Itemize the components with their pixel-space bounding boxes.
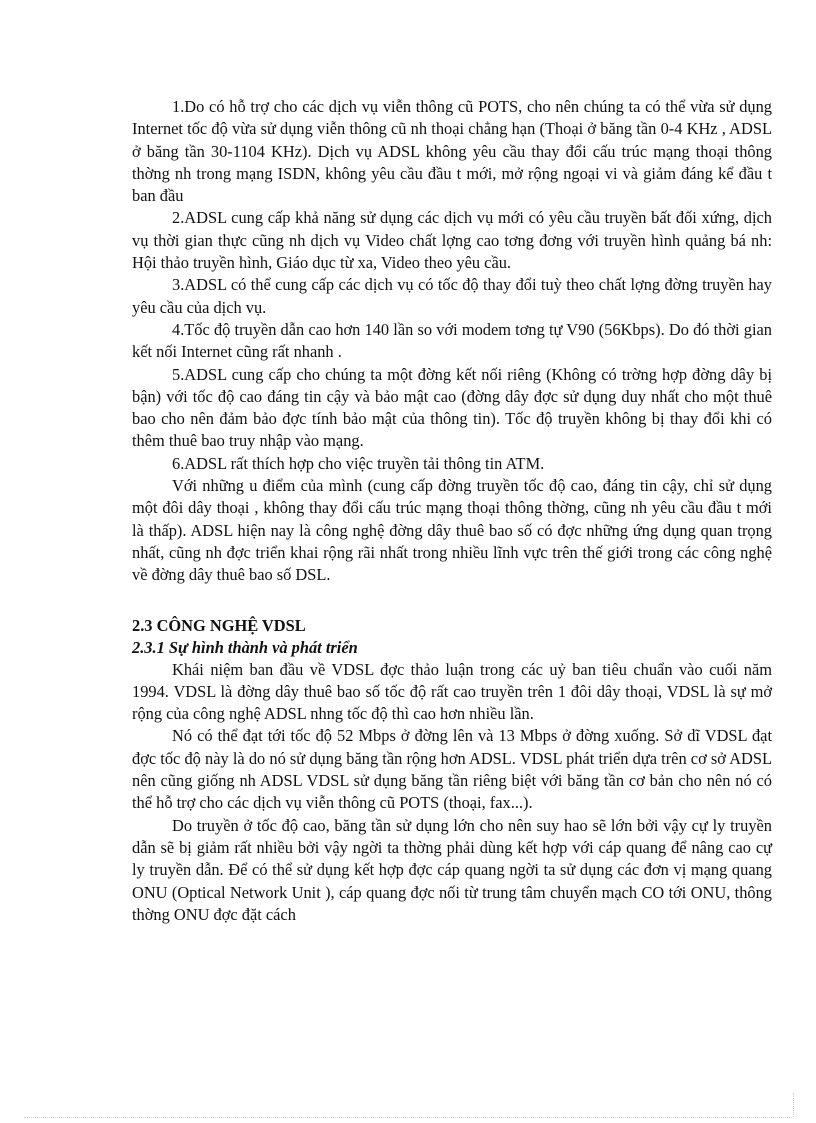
paragraph-new-services: 2.ADSL cung cấp khả năng sử dụng các dịch vụ mới có yêu cầu truyền bất đối xứng, dịch vụ thời gian thực cũng nh dịch vụ Video chất lợng cao tơng đơng với truyền hình quảng bá nh: Hội thảo truyền hình, Giáo dục từ xa, Video theo yêu cầu. [132, 208, 772, 273]
paragraph-pots-support: 1.Do có hỗ trợ cho các dịch vụ viễn thông cũ POTS, cho nên chúng ta có thể vừa sử dụng Internet tốc độ vừa sử dụng viễn thông cũ nh thoại chẳng hạn (Thoại ở băng tần 0-4 KHz , ADSL ở băng tần 30-1104 KHz). Dịch vụ ADSL không yêu cầu thay đổi cấu trúc mạng thoại thông thờng nh trong mạng ISDN, không yêu cầu đầu t mới, mở rộng ngoại vi và giảm đáng kể đầu t ban đầu [132, 97, 772, 206]
page-bottom-border [24, 1117, 792, 1118]
document-page [132, 96, 772, 926]
paragraph-atm: 6.ADSL rất thích hợp cho việc truyền tải thông tin ATM. [172, 453, 545, 473]
section-heading: 2.3 CÔNG NGHỆ VDSL [132, 615, 306, 635]
paragraph-dedicated-line: 5.ADSL cung cấp cho chúng ta một đờng kết nối riêng (Không có trờng hợp đờng dây bị bận) với tốc độ cao đáng tin cậy và bảo mật cao (đờng dây đợc sử dụng duy nhất cho một thuê bao cho nên đảm bảo đợc tính bảo mật của thông tin). Tốc độ truyền không bị thay đổi khi có thêm thuê bao truy nhập vào mạng. [132, 364, 772, 451]
page-corner-mark [793, 1093, 794, 1117]
paragraph-vdsl-speed: Nó có thể đạt tới tốc độ 52 Mbps ở đờng lên và 13 Mbps ở đờng xuống. Sở dĩ VDSL đạt đợc tốc độ này là do nó sử dụng băng tần rộng hơn ADSL. VDSL phát triển dựa trên cơ sở ADSL nên cũng giống nh ADSL VDSL sử dụng băng tần riêng biệt với băng tần cơ bản cho nên nó có thể hỗ trợ cho các dịch vụ viễn thông cũ POTS (thoại, fax...). [132, 726, 772, 813]
paragraph-vdsl-fiber: Do truyền ở tốc độ cao, băng tần sử dụng lớn cho nên suy hao sẽ lớn bởi vậy cự ly truyền dẫn sẽ bị giảm rất nhiều bởi vậy ngời ta thờng phải dùng kết hợp với cáp quang để nâng cao cự ly truyền dẫn. Để có thể sử dụng kết hợp đợc cáp quang ngời ta sử dụng các đơn vị mạng quang ONU (Optical Network Unit ), cáp quang đợc nối từ trung tâm chuyển mạch CO tới ONU, thông thờng ONU đợc đặt cách [132, 815, 772, 924]
paragraph-transmission-speed: 4.Tốc độ truyền dẫn cao hơn 140 lần so với modem tơng tự V90 (56Kbps). Do đó thời gian kết nối Internet cũng rất nhanh . [132, 319, 772, 362]
paragraph-variable-speed: 3.ADSL có thể cung cấp các dịch vụ có tốc độ thay đổi tuỳ theo chất lợng đờng truyền hay yêu cầu của dịch vụ. [132, 275, 772, 317]
paragraph-adsl-summary: Với những u điểm của mình (cung cấp đờng truyền tốc độ cao, đáng tin cậy, chỉ sử dụng một đôi dây thoại , không thay đổi cấu trúc mạng thoại thông thờng, cũng nh yêu cầu đầu t mới là thấp). ADSL hiện nay là công nghệ đờng dây thuê bao số có đợc những ứng dụng quan trọng nhất, cũng nh đợc triển khai rộng rãi nhất trong nhiều lĩnh vực trên thế giới trong các công nghệ về đờng dây thuê bao số DSL. [132, 476, 772, 585]
subsection-heading: 2.3.1 Sự hình thành và phát triển [132, 637, 358, 657]
paragraph-vdsl-origin: Khái niệm ban đầu về VDSL đợc thảo luận trong các uỷ ban tiêu chuẩn vào cuối năm 1994. VDSL là đờng dây thuê bao số tốc độ rất cao truyền trên 1 đôi dây thoại, VDSL là sự mở rộng của công nghệ ADSL nhng tốc độ thì cao hơn nhiều lần. [132, 659, 772, 724]
